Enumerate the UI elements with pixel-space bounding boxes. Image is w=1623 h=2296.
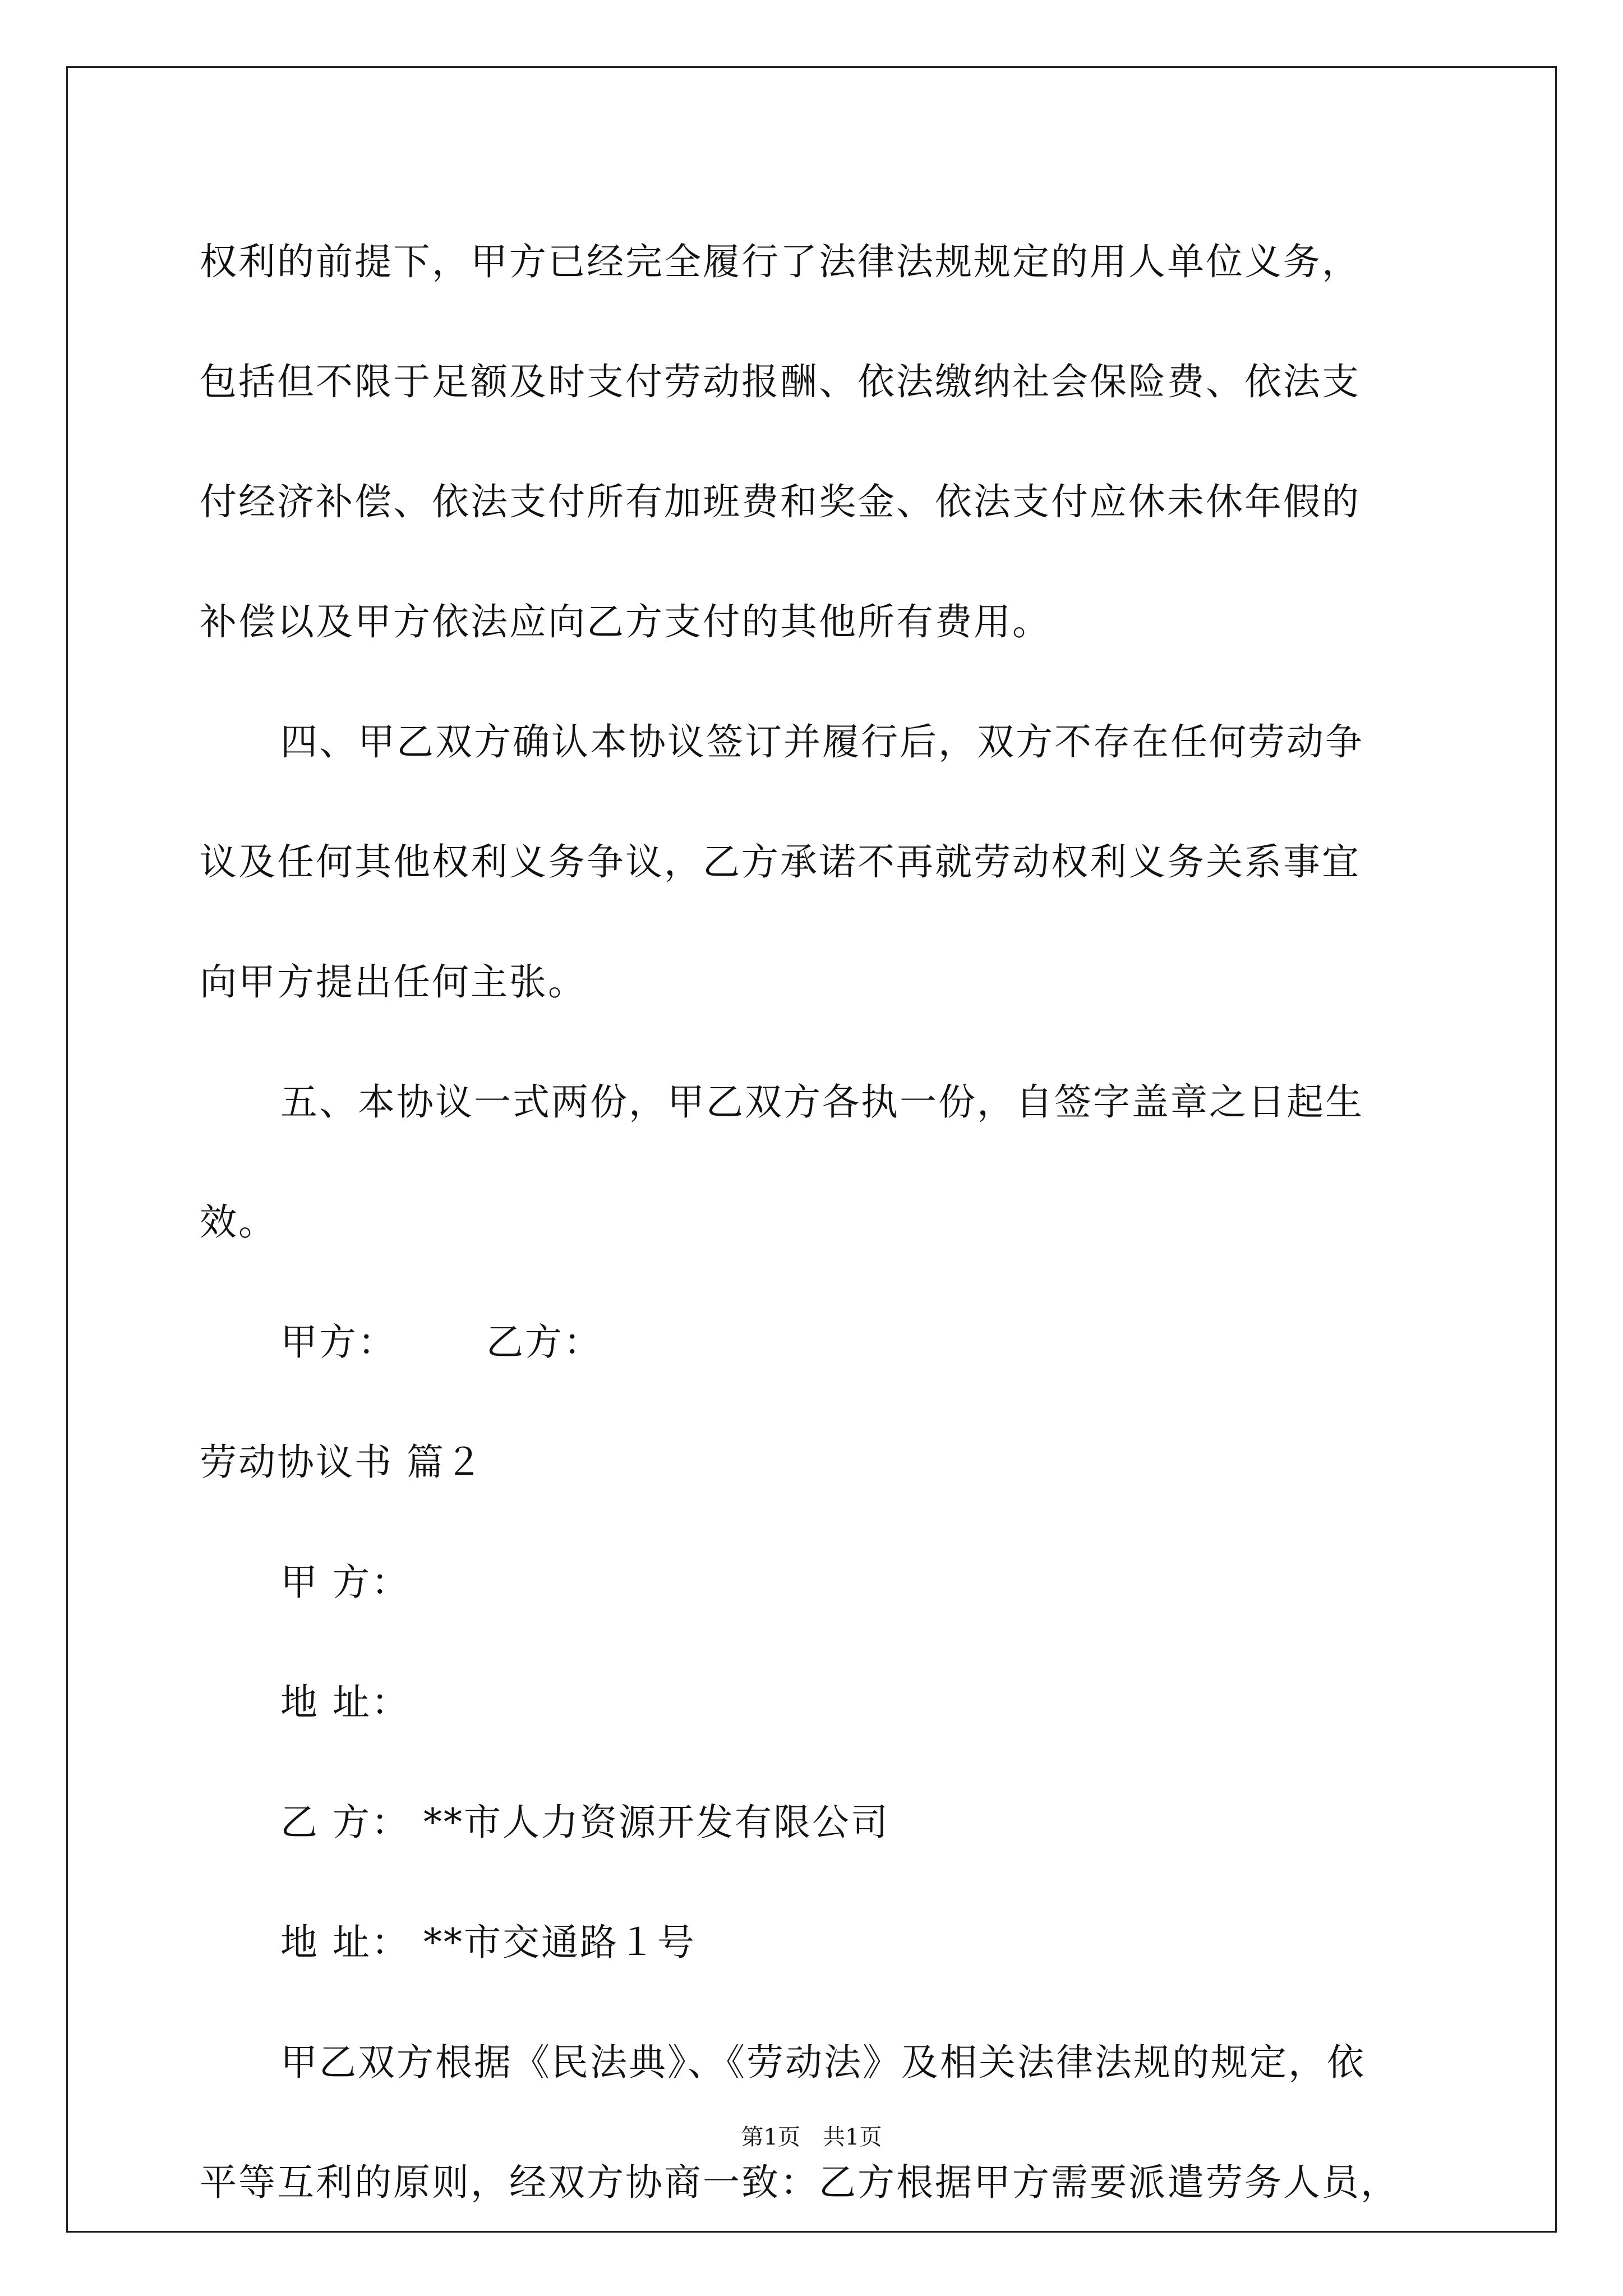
clause-five-line: 五、本协议一式两份，甲乙双方各执一份，自签字盖章之日起生 bbox=[280, 1080, 1364, 1124]
party-b-signature-label: 乙方： bbox=[486, 1320, 602, 1364]
body-line: 付经济补偿、依法支付所有加班费和奖金、依法支付应休未休年假的 bbox=[200, 480, 1361, 523]
clause-four-line: 四、甲乙双方确认本协议签订并履行后，双方不存在任何劳动争 bbox=[280, 720, 1364, 763]
party-a-name-line: 甲 方： bbox=[280, 1561, 410, 1604]
party-b-name-line: 乙 方： **市人力资源开发有限公司 bbox=[280, 1801, 889, 1844]
document-body bbox=[200, 202, 1433, 2243]
body-line: 向甲方提出任何主张。 bbox=[200, 960, 587, 1004]
preamble-line: 甲乙双方根据《民法典》、《劳动法》及相关法律法规的规定，依 bbox=[280, 2041, 1366, 2084]
section-title: 劳动协议书 篇２ bbox=[200, 1441, 484, 1484]
body-line: 权利的前提下，甲方已经完全履行了法律法规规定的用人单位义务， bbox=[200, 240, 1361, 283]
body-line: 效。 bbox=[200, 1200, 277, 1244]
party-a-address-line: 地 址： bbox=[280, 1681, 410, 1724]
body-line: 补偿以及甲方依法应向乙方支付的其他所有费用。 bbox=[200, 600, 1051, 643]
body-line: 议及任何其他权利义务争议，乙方承诺不再就劳动权利义务关系事宜 bbox=[200, 840, 1361, 884]
signature-line bbox=[200, 1282, 1433, 1402]
body-line: 包括但不限于足额及时支付劳动报酬、依法缴纳社会保险费、依法支 bbox=[200, 360, 1361, 403]
preamble-line: 平等互利的原则，经双方协商一致：乙方根据甲方需要派遣劳务人员， bbox=[200, 2161, 1399, 2204]
party-a-signature-label: 甲方： bbox=[280, 1320, 396, 1364]
page-number-footer: 第1页 共1页 bbox=[741, 2124, 882, 2150]
party-b-address-line: 地 址： **市交通路１号 bbox=[280, 1921, 696, 1964]
